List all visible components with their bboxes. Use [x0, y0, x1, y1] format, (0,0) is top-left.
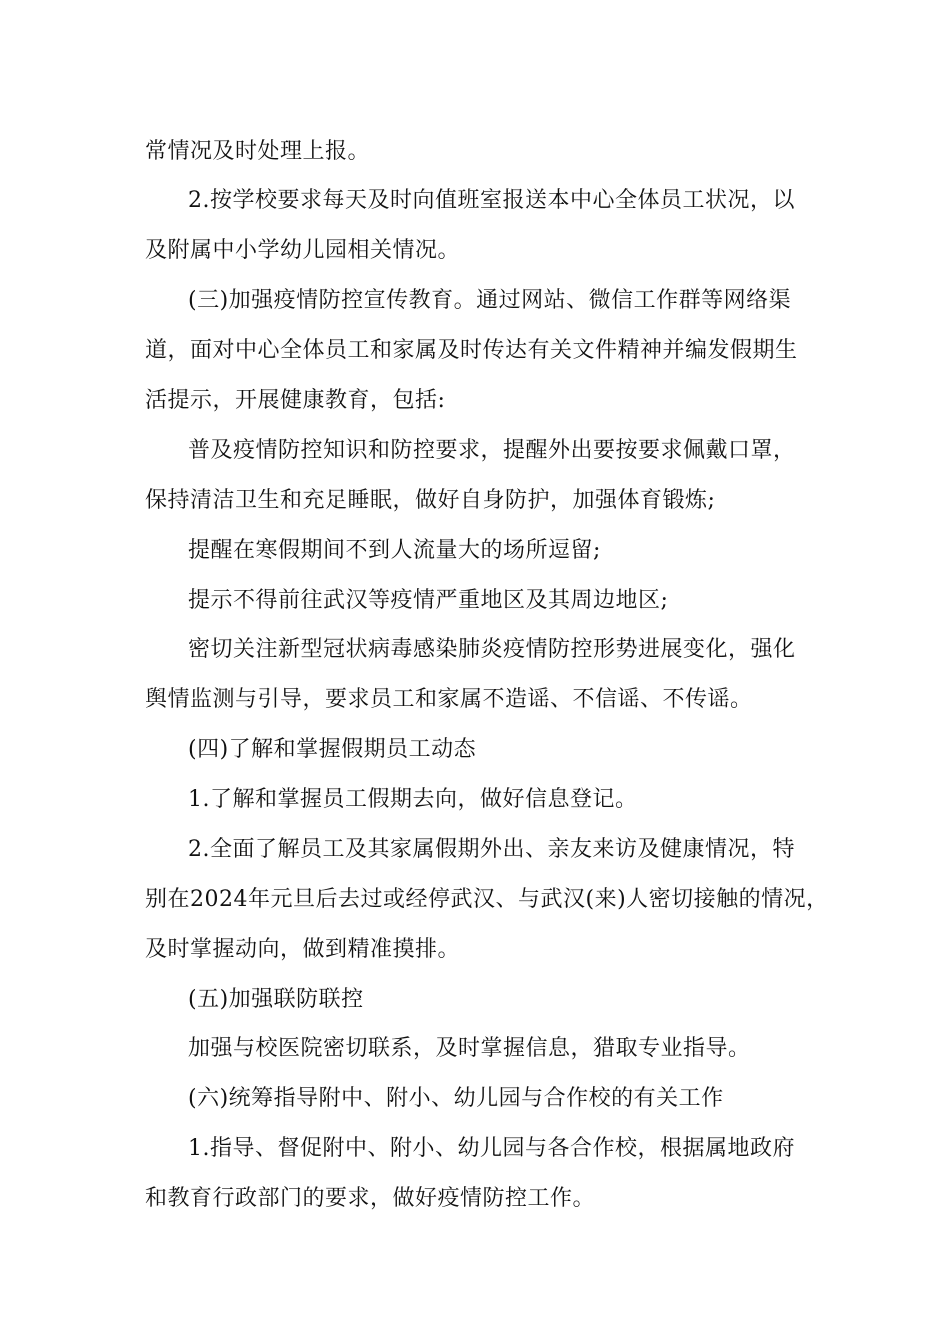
text-line: 和教育行政部门的要求，做好疫情防控工作。: [145, 1186, 596, 1211]
text-line: 保持清洁卫生和充足睡眠，做好自身防护，加强体育锻炼;: [145, 488, 716, 513]
text-line: (六)统筹指导附中、附小、幼儿园与合作校的有关工作: [188, 1086, 724, 1111]
text-line: 道，面对中心全体员工和家属及时传达有关文件精神并编发假期生: [145, 338, 798, 363]
text-line: 加强与校医院密切联系，及时掌握信息，猎取专业指导。: [188, 1036, 751, 1061]
text-line: (五)加强联防联控: [188, 987, 364, 1012]
text-line: 别在2024年元旦后去过或经停武汉、与武汉(来)人密切接触的情况，: [145, 887, 829, 912]
text-line: 1.了解和掌握员工假期去向，做好信息登记。: [188, 787, 638, 812]
text-line: 舆情监测与引导，要求员工和家属不造谣、不信谣、不传谣。: [145, 687, 753, 712]
text-line: 提示不得前往武汉等疫情严重地区及其周边地区;: [188, 588, 669, 613]
text-line: 及时掌握动向，做到精准摸排。: [145, 937, 461, 962]
text-line: (四)了解和掌握假期员工动态: [188, 737, 477, 762]
text-line: 活提示，开展健康教育，包括:: [145, 388, 446, 413]
text-line: 2.全面了解员工及其家属假期外出、亲友来访及健康情况，特: [188, 837, 795, 862]
text-line: 提醒在寒假期间不到人流量大的场所逗留;: [188, 538, 601, 563]
text-line: 及附属中小学幼儿园相关情况。: [145, 238, 461, 263]
text-line: 普及疫情防控知识和防控要求，提醒外出要按要求佩戴口罩，: [188, 438, 796, 463]
text-line: 2.按学校要求每天及时向值班室报送本中心全体员工状况，以: [188, 188, 795, 213]
text-line: (三)加强疫情防控宣传教育。通过网站、微信工作群等网络渠: [188, 288, 792, 313]
text-line: 常情况及时处理上报。: [145, 139, 371, 164]
text-line: 1.指导、督促附中、附小、幼儿园与各合作校，根据属地政府: [188, 1136, 795, 1161]
text-line: 密切关注新型冠状病毒感染肺炎疫情防控形势进展变化，强化: [188, 637, 796, 662]
